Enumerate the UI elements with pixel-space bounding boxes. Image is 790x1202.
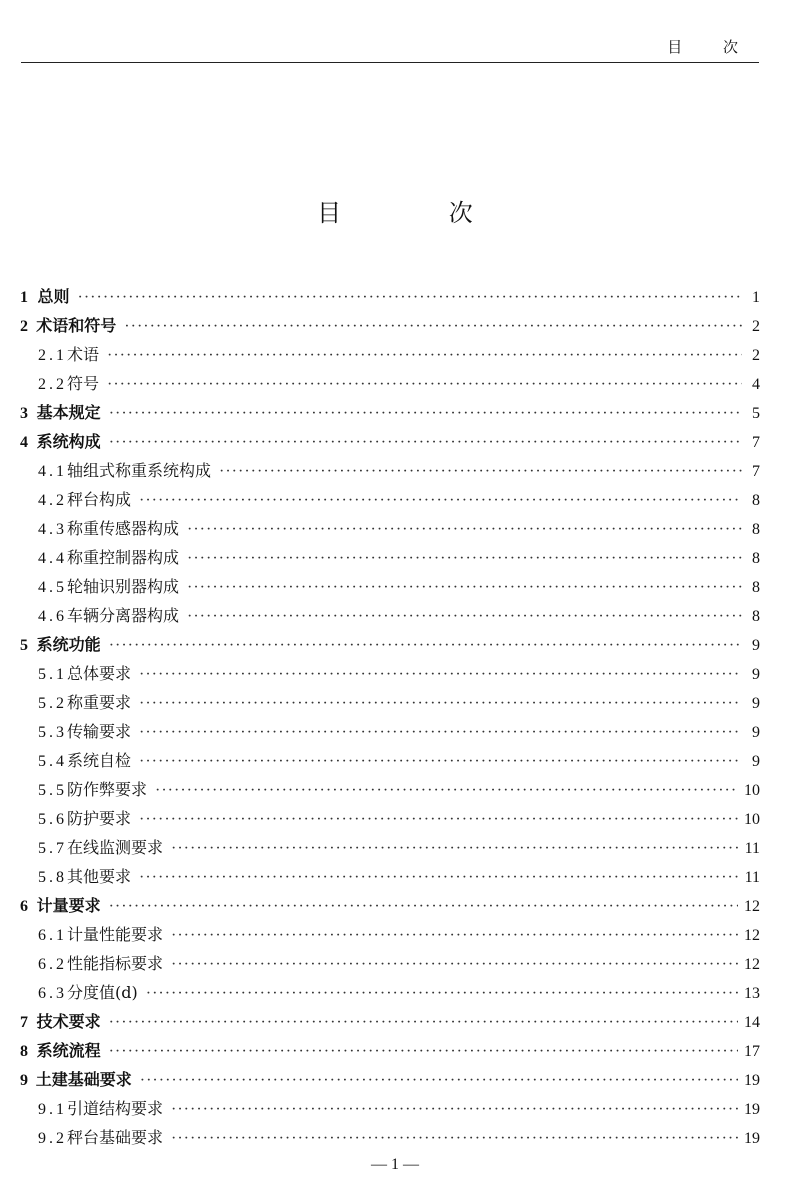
toc-entry-page: 9 (752, 753, 760, 770)
toc-entry-page: 13 (744, 985, 760, 1002)
toc-entry[interactable] (20, 891, 760, 920)
toc-entry[interactable] (20, 688, 760, 717)
toc-entry-label: 轮轴识别器构成 (67, 577, 180, 596)
toc-entry-label: 传输要求 (67, 722, 132, 741)
toc-entry[interactable] (20, 1007, 760, 1036)
toc-entry-number: 4.1 (38, 463, 67, 480)
toc-entry-page: 19 (744, 1072, 760, 1089)
toc-entry-label: 术语 (67, 345, 100, 364)
toc-entry-label: 秤台构成 (67, 490, 132, 509)
toc-entry-label: 称重传感器构成 (67, 519, 180, 538)
toc-entry[interactable] (20, 717, 760, 746)
page-number: — 1 — (371, 1156, 419, 1173)
toc-entry-page: 14 (744, 1014, 760, 1031)
dot-leader (171, 921, 738, 950)
toc-entry[interactable] (20, 601, 760, 630)
toc-entry-page: 19 (744, 1130, 760, 1147)
toc-entry[interactable] (20, 340, 760, 369)
dot-leader (171, 834, 739, 863)
toc-entry-page: 2 (752, 347, 760, 364)
page-title: 目 次 (317, 199, 523, 227)
toc-entry-label: 技术要求 (36, 1012, 101, 1031)
toc-entry-number: 4.6 (38, 608, 67, 625)
toc-entry-page: 2 (752, 318, 760, 335)
toc-entry-number: 2.1 (38, 347, 67, 364)
toc-entry[interactable] (20, 398, 760, 427)
dot-leader (139, 660, 742, 689)
toc-entry-label: 称重要求 (67, 693, 132, 712)
toc-entry-page: 7 (752, 463, 760, 480)
dot-leader (187, 602, 742, 631)
toc-entry-page: 10 (744, 782, 760, 799)
toc-entry[interactable] (20, 630, 760, 659)
toc-entry[interactable] (20, 485, 760, 514)
toc-entry-label: 计量性能要求 (67, 925, 164, 944)
toc-entry-page: 9 (752, 724, 760, 741)
dot-leader (139, 718, 742, 747)
toc-entry-label: 术语和符号 (36, 316, 117, 335)
dot-leader (109, 1037, 738, 1066)
toc-entry[interactable] (20, 572, 760, 601)
dot-leader (187, 544, 742, 573)
dot-leader (171, 1095, 738, 1124)
toc-entry-page: 1 (752, 289, 760, 306)
dot-leader (78, 283, 742, 312)
toc-entry[interactable] (20, 978, 760, 1007)
dot-leader (171, 1124, 738, 1153)
toc-entry-number: 5.1 (38, 666, 67, 683)
toc-entry-label: 轴组式称重系统构成 (67, 461, 212, 480)
dot-leader (109, 1008, 738, 1037)
toc-entry-number: 2 (20, 318, 28, 335)
toc-entry-page: 7 (752, 434, 760, 451)
dot-leader (155, 776, 738, 805)
toc-entry-number: 4.3 (38, 521, 67, 538)
toc-entry-page: 9 (752, 637, 760, 654)
header-rule (21, 62, 759, 63)
table-of-contents (20, 282, 760, 1152)
dot-leader (171, 950, 738, 979)
toc-entry-label: 性能指标要求 (67, 954, 164, 973)
dot-leader (109, 428, 742, 457)
toc-entry[interactable] (20, 833, 760, 862)
toc-entry-number: 4.4 (38, 550, 67, 567)
toc-entry-label: 防作弊要求 (67, 780, 148, 799)
toc-entry-number: 5.4 (38, 753, 67, 770)
toc-entry[interactable] (20, 369, 760, 398)
toc-entry-number: 5.8 (38, 869, 67, 886)
toc-entry-number: 5.5 (38, 782, 67, 799)
toc-entry-page: 4 (752, 376, 760, 393)
toc-entry[interactable] (20, 1065, 760, 1094)
toc-entry-page: 12 (744, 898, 760, 915)
toc-entry-label: 计量要求 (36, 896, 101, 915)
running-header-title: 目 次 (667, 38, 756, 56)
toc-entry-number: 5.2 (38, 695, 67, 712)
toc-entry-number: 5.7 (38, 840, 67, 857)
toc-entry-page: 10 (744, 811, 760, 828)
toc-entry-label: 符号 (67, 374, 100, 393)
toc-entry-page: 9 (752, 666, 760, 683)
toc-entry-number: 6 (20, 898, 28, 915)
dot-leader (109, 631, 742, 660)
toc-entry-number: 4.5 (38, 579, 67, 596)
toc-entry[interactable] (20, 282, 760, 311)
toc-entry[interactable] (20, 1094, 760, 1123)
toc-entry-number: 4 (20, 434, 28, 451)
toc-entry-page: 12 (744, 927, 760, 944)
toc-entry-page: 8 (752, 521, 760, 538)
toc-entry-number: 9.1 (38, 1101, 67, 1118)
toc-entry[interactable] (20, 311, 760, 340)
toc-entry-page: 5 (752, 405, 760, 422)
toc-entry[interactable] (20, 746, 760, 775)
toc-entry-label: 称重控制器构成 (67, 548, 180, 567)
dot-leader (139, 747, 742, 776)
dot-leader (107, 370, 742, 399)
toc-entry[interactable] (20, 804, 760, 833)
toc-entry[interactable] (20, 456, 760, 485)
dot-leader (109, 892, 738, 921)
toc-entry[interactable] (20, 775, 760, 804)
toc-entry-label: 总体要求 (67, 664, 132, 683)
toc-entry-page: 9 (752, 695, 760, 712)
toc-entry[interactable] (20, 1036, 760, 1065)
toc-entry-number: 6.1 (38, 927, 67, 944)
toc-entry-label: 其他要求 (67, 867, 132, 886)
toc-entry[interactable] (20, 862, 760, 891)
dot-leader (139, 689, 742, 718)
toc-entry[interactable] (20, 920, 760, 949)
toc-entry-number: 9.2 (38, 1130, 67, 1147)
dot-leader (139, 486, 742, 515)
toc-entry-label: 系统自检 (67, 751, 132, 770)
toc-entry-label: 基本规定 (36, 403, 101, 422)
dot-leader (187, 515, 742, 544)
toc-entry-page: 11 (744, 840, 760, 857)
dot-leader (107, 341, 742, 370)
toc-entry-label: 土建基础要求 (35, 1070, 132, 1089)
toc-entry-label: 防护要求 (67, 809, 132, 828)
toc-entry-label: 引道结构要求 (67, 1099, 164, 1118)
toc-entry-page: 17 (744, 1043, 760, 1060)
toc-entry-label: 系统功能 (36, 635, 101, 654)
toc-entry-page: 19 (744, 1101, 760, 1118)
toc-entry[interactable] (20, 659, 760, 688)
toc-entry-number: 9 (20, 1072, 28, 1089)
toc-entry-number: 2.2 (38, 376, 67, 393)
toc-entry-label: 系统构成 (36, 432, 101, 451)
toc-entry-page: 8 (752, 579, 760, 596)
toc-entry-number: 5 (20, 637, 28, 654)
toc-entry-label: 秤台基础要求 (67, 1128, 164, 1147)
toc-entry-number: 7 (20, 1014, 28, 1031)
dot-leader (219, 457, 742, 486)
toc-entry-number: 4.2 (38, 492, 67, 509)
toc-entry-label: 在线监测要求 (67, 838, 164, 857)
dot-leader (140, 1066, 738, 1095)
toc-entry-page: 8 (752, 550, 760, 567)
toc-entry[interactable] (20, 427, 760, 456)
toc-entry-number: 6.2 (38, 956, 67, 973)
toc-entry-label: 总则 (37, 287, 70, 306)
toc-entry-number: 5.6 (38, 811, 67, 828)
dot-leader (109, 399, 742, 428)
dot-leader (124, 312, 742, 341)
toc-entry-page: 11 (744, 869, 760, 886)
toc-entry[interactable] (20, 514, 760, 543)
toc-entry-number: 5.3 (38, 724, 67, 741)
toc-entry-page: 8 (752, 608, 760, 625)
toc-entry-number: 1 (20, 289, 28, 306)
toc-entry-label: 系统流程 (36, 1041, 101, 1060)
toc-entry-label: 车辆分离器构成 (67, 606, 180, 625)
toc-entry-page: 12 (744, 956, 760, 973)
toc-entry-number: 3 (20, 405, 28, 422)
dot-leader (139, 805, 738, 834)
toc-entry[interactable] (20, 1123, 760, 1152)
dot-leader (139, 863, 739, 892)
toc-entry-number: 6.3 (38, 985, 67, 1002)
dot-leader (187, 573, 742, 602)
toc-entry-label: 分度值(d) (67, 983, 138, 1002)
dot-leader (146, 979, 738, 1008)
toc-entry[interactable] (20, 949, 760, 978)
toc-entry-page: 8 (752, 492, 760, 509)
toc-entry[interactable] (20, 543, 760, 572)
toc-entry-number: 8 (20, 1043, 28, 1060)
